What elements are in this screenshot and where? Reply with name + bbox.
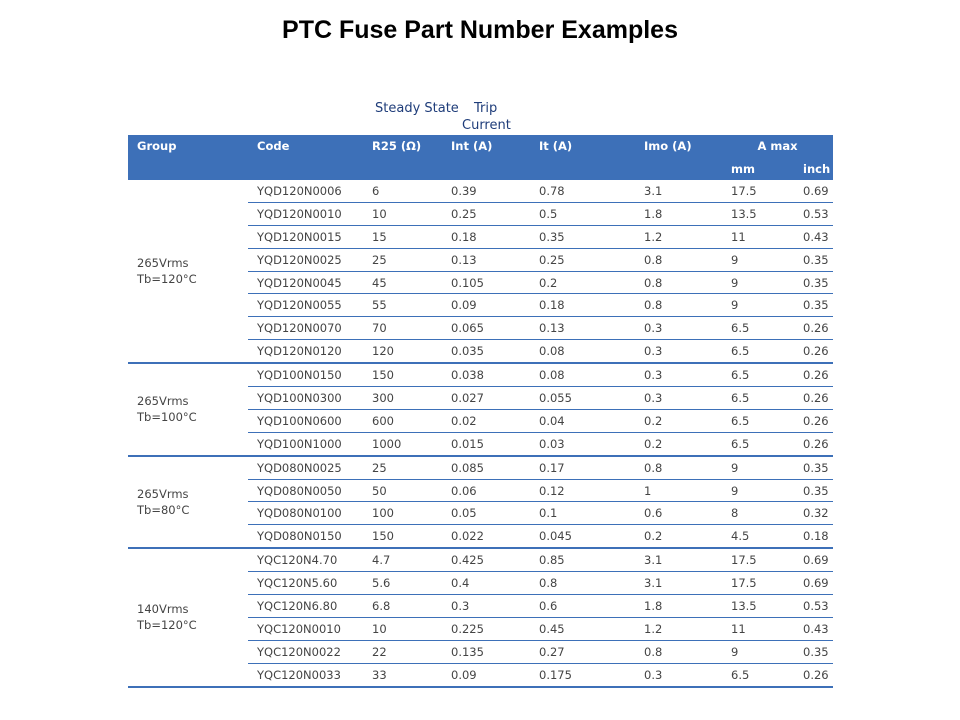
cell-inch: 0.32 [794,502,833,525]
cell-r25: 10 [363,617,442,640]
cell-mm: 6.5 [722,409,794,432]
cell-int: 0.015 [442,432,530,455]
cell-r25: 100 [363,502,442,525]
cell-int: 0.13 [442,248,530,271]
cell-imo: 0.3 [635,317,722,340]
cell-it: 0.12 [530,479,635,502]
cell-inch: 0.53 [794,202,833,225]
cell-r25: 50 [363,479,442,502]
cell-code: YQC120N0022 [248,640,363,663]
cell-r25: 1000 [363,432,442,455]
cell-int: 0.085 [442,456,530,479]
table-row [128,456,833,479]
cell-imo: 0.8 [635,271,722,294]
cell-inch: 0.43 [794,225,833,248]
cell-inch: 0.35 [794,294,833,317]
cell-code: YQD120N0006 [248,180,363,202]
group-voltage: 265Vrms [137,486,189,501]
current-note: Current [462,118,511,133]
table-row [128,180,833,202]
cell-int: 0.3 [442,595,530,618]
cell-r25: 22 [363,640,442,663]
cell-inch: 0.26 [794,317,833,340]
cell-int: 0.105 [442,271,530,294]
cell-it: 0.08 [530,363,635,386]
group-voltage: 265Vrms [137,256,189,271]
header-mm: mm [722,158,794,181]
cell-inch: 0.26 [794,340,833,363]
group-voltage: 140Vrms [137,602,189,617]
cell-imo: 3.1 [635,572,722,595]
cell-imo: 1.8 [635,202,722,225]
group-temperature: Tb=120°C [137,618,197,633]
table-row [128,548,833,571]
table-row [128,363,833,386]
cell-int: 0.18 [442,225,530,248]
cell-it: 0.45 [530,617,635,640]
cell-imo: 0.2 [635,432,722,455]
cell-it: 0.2 [530,271,635,294]
cell-imo: 0.8 [635,294,722,317]
cell-imo: 0.3 [635,387,722,410]
cell-inch: 0.35 [794,640,833,663]
cell-code: YQD100N0300 [248,387,363,410]
cell-int: 0.06 [442,479,530,502]
cell-r25: 25 [363,456,442,479]
cell-r25: 10 [363,202,442,225]
cell-imo: 0.2 [635,409,722,432]
cell-imo: 0.3 [635,340,722,363]
cell-mm: 6.5 [722,340,794,363]
cell-it: 0.35 [530,225,635,248]
cell-inch: 0.35 [794,271,833,294]
group-temperature: Tb=100°C [137,410,197,425]
cell-int: 0.39 [442,180,530,202]
cell-mm: 13.5 [722,202,794,225]
cell-code: YQD120N0015 [248,225,363,248]
cell-inch: 0.35 [794,456,833,479]
cell-code: YQD080N0050 [248,479,363,502]
cell-inch: 0.26 [794,409,833,432]
cell-inch: 0.26 [794,663,833,686]
cell-code: YQC120N4.70 [248,548,363,571]
cell-int: 0.425 [442,548,530,571]
cell-r25: 15 [363,225,442,248]
cell-mm: 6.5 [722,317,794,340]
cell-inch: 0.18 [794,525,833,548]
cell-r25: 150 [363,363,442,386]
cell-inch: 0.53 [794,595,833,618]
cell-inch: 0.69 [794,572,833,595]
cell-imo: 3.1 [635,180,722,202]
cell-it: 0.03 [530,432,635,455]
cell-int: 0.25 [442,202,530,225]
cell-inch: 0.35 [794,248,833,271]
cell-it: 0.04 [530,409,635,432]
cell-mm: 9 [722,456,794,479]
group-voltage: 265Vrms [137,394,189,409]
cell-mm: 13.5 [722,595,794,618]
header-group: Group [128,135,248,158]
cell-imo: 0.8 [635,248,722,271]
cell-mm: 17.5 [722,572,794,595]
cell-imo: 1.8 [635,595,722,618]
header-code: Code [248,135,363,158]
cell-imo: 1.2 [635,225,722,248]
cell-it: 0.045 [530,525,635,548]
cell-mm: 9 [722,479,794,502]
cell-it: 0.25 [530,248,635,271]
cell-mm: 6.5 [722,432,794,455]
cell-code: YQD100N0600 [248,409,363,432]
cell-r25: 70 [363,317,442,340]
cell-mm: 6.5 [722,663,794,686]
cell-imo: 1.2 [635,617,722,640]
cell-r25: 33 [363,663,442,686]
cell-r25: 6.8 [363,595,442,618]
group-temperature: Tb=80°C [137,502,190,517]
cell-mm: 9 [722,248,794,271]
cell-int: 0.09 [442,663,530,686]
page-title: PTC Fuse Part Number Examples [282,16,678,44]
cell-inch: 0.26 [794,432,833,455]
cell-int: 0.4 [442,572,530,595]
cell-code: YQD100N0150 [248,363,363,386]
cell-inch: 0.26 [794,387,833,410]
cell-code: YQD080N0025 [248,456,363,479]
cell-mm: 17.5 [722,180,794,202]
cell-inch: 0.69 [794,548,833,571]
cell-r25: 120 [363,340,442,363]
cell-imo: 3.1 [635,548,722,571]
cell-code: YQC120N5.60 [248,572,363,595]
cell-r25: 5.6 [363,572,442,595]
cell-int: 0.05 [442,502,530,525]
cell-int: 0.035 [442,340,530,363]
cell-code: YQD120N0025 [248,248,363,271]
cell-imo: 1 [635,479,722,502]
trip-note: Trip [474,101,498,116]
cell-imo: 0.2 [635,525,722,548]
cell-int: 0.09 [442,294,530,317]
cell-r25: 4.7 [363,548,442,571]
cell-inch: 0.43 [794,617,833,640]
cell-imo: 0.8 [635,640,722,663]
cell-code: YQD120N0055 [248,294,363,317]
cell-it: 0.27 [530,640,635,663]
cell-it: 0.6 [530,595,635,618]
part-number-table [128,135,833,688]
header-it: It (A) [530,135,635,158]
cell-mm: 11 [722,225,794,248]
cell-r25: 45 [363,271,442,294]
cell-mm: 6.5 [722,363,794,386]
cell-it: 0.18 [530,294,635,317]
cell-inch: 0.69 [794,180,833,202]
cell-code: YQD120N0010 [248,202,363,225]
cell-code: YQD100N1000 [248,432,363,455]
cell-int: 0.225 [442,617,530,640]
cell-code: YQC120N0010 [248,617,363,640]
cell-r25: 55 [363,294,442,317]
cell-imo: 0.3 [635,663,722,686]
cell-int: 0.027 [442,387,530,410]
cell-code: YQD120N0045 [248,271,363,294]
cell-it: 0.13 [530,317,635,340]
cell-r25: 25 [363,248,442,271]
group-label [128,548,248,686]
cell-it: 0.175 [530,663,635,686]
cell-r25: 6 [363,180,442,202]
cell-code: YQC120N0033 [248,663,363,686]
group-label [128,456,248,549]
cell-code: YQC120N6.80 [248,595,363,618]
cell-mm: 6.5 [722,387,794,410]
cell-code: YQD120N0120 [248,340,363,363]
cell-imo: 0.3 [635,363,722,386]
cell-it: 0.8 [530,572,635,595]
cell-mm: 17.5 [722,548,794,571]
cell-it: 0.17 [530,456,635,479]
cell-it: 0.85 [530,548,635,571]
header-amax: A max [722,135,833,158]
cell-imo: 0.8 [635,456,722,479]
cell-inch: 0.35 [794,479,833,502]
cell-it: 0.78 [530,180,635,202]
header-int: Int (A) [442,135,530,158]
group-label [128,180,248,363]
cell-mm: 4.5 [722,525,794,548]
cell-r25: 300 [363,387,442,410]
cell-mm: 11 [722,617,794,640]
cell-int: 0.135 [442,640,530,663]
cell-int: 0.038 [442,363,530,386]
cell-int: 0.065 [442,317,530,340]
cell-imo: 0.6 [635,502,722,525]
group-temperature: Tb=120°C [137,272,197,287]
cell-code: YQD120N0070 [248,317,363,340]
header-inch: inch [794,158,833,181]
cell-it: 0.055 [530,387,635,410]
cell-inch: 0.26 [794,363,833,386]
cell-mm: 9 [722,271,794,294]
cell-mm: 9 [722,640,794,663]
header-imo: Imo (A) [635,135,722,158]
cell-int: 0.02 [442,409,530,432]
cell-it: 0.1 [530,502,635,525]
cell-r25: 600 [363,409,442,432]
cell-code: YQD080N0150 [248,525,363,548]
cell-r25: 150 [363,525,442,548]
cell-code: YQD080N0100 [248,502,363,525]
header-r25: R25 (Ω) [363,135,442,158]
steady-state-note: Steady State [375,101,459,116]
group-label [128,363,248,456]
cell-mm: 8 [722,502,794,525]
cell-int: 0.022 [442,525,530,548]
cell-mm: 9 [722,294,794,317]
cell-it: 0.08 [530,340,635,363]
cell-it: 0.5 [530,202,635,225]
